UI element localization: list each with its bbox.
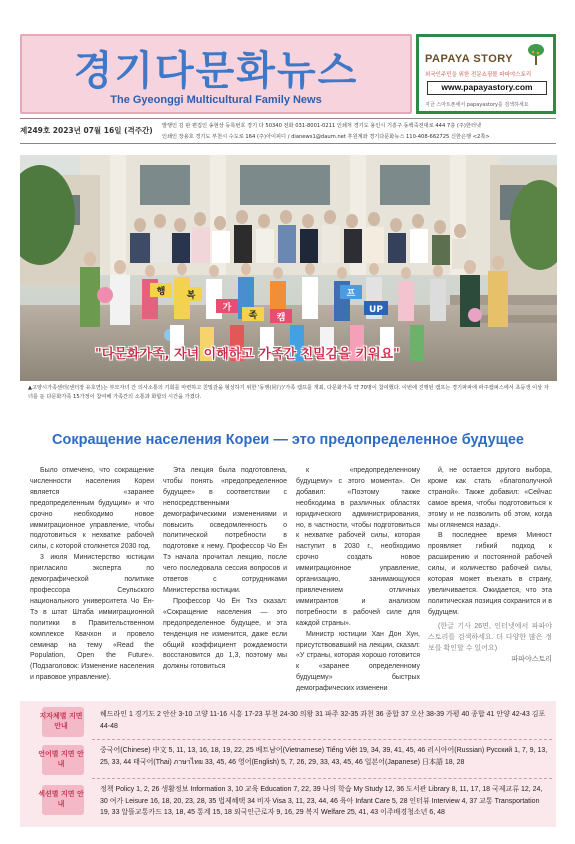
article-paragraph: Министр юстиции Хан Дон Хун, присутствовавший на лекции, сказал: «У страны, которая хорошо готовится к «заранее определенному будущему» быстрых демографических изменени bbox=[296, 630, 420, 693]
ad-note: 지금 스마트폰에서 papayastory를 검색하세요 bbox=[425, 102, 529, 108]
article-byline: 파파야스토리 bbox=[511, 656, 552, 664]
sign-letter: UP bbox=[369, 305, 383, 315]
article-headline: Сокращение населения Кореи — это предопределенное будущее bbox=[52, 432, 524, 448]
ad-tagline: 외국인주민을 위한 전문쇼핑몰 파파야스토리 bbox=[425, 72, 532, 78]
issue-info-bar bbox=[20, 118, 556, 144]
index-divider bbox=[92, 778, 552, 779]
ad-brand: PAPAYA STORY bbox=[425, 53, 514, 65]
article-paragraph: й, не остается другого выбора, кроме как стать «благополучной страной». Также добавил: «Сейчас самое время, чтобы подготовиться к этому и не позволить об этом, когда мы оглянемся назад». bbox=[428, 467, 552, 529]
language-index-label: 언어별 지면 안내 bbox=[38, 750, 84, 768]
title-box bbox=[20, 34, 412, 114]
photo-headline-banner: "다문화가족, 자녀 이해하고 가족간 친밀감을 키워요" bbox=[95, 347, 400, 362]
article-body bbox=[30, 466, 552, 696]
article-paragraph: к «предопределенному будущему» с этого момента». Он добавил: «Поэтому также необходима в различных областях юридического администрирования, но, в частности, чтобы подготовиться к нехватке рабочей силы, которая наступит в 2030 г., необходимо срочно создать новое иммиграционное управление, организацию, занимающуюся привлечением отличных иммигрантов и анализом потребности в рабочей силе для каждой страны». bbox=[296, 467, 420, 627]
article-paragraph: Было отмечено, что сокращение численности населения Кореи является «заранее предопределенным будущим» и что срочно необходимо новое иммиграционное управление, чтобы подготовиться к нехватке рабочей силы, с которой столкнется 2030 год. bbox=[30, 467, 154, 551]
issue-number: 제249호 2023년 07월 16일 (격주간) bbox=[20, 126, 153, 135]
masthead bbox=[20, 34, 556, 114]
korean-note: (한글 기사 26면, 인터넷에서 파파야스토리를 검색하세요. 더 다양한 많은 정보를 확인할 수 있어요) bbox=[428, 622, 552, 652]
language-index-text[interactable]: 중국어(Chinese) 中文 5, 11, 13, 16, 18, 19, 22, 25 베트남어(Vietnamese) Tiếng Việt 19, 34, 39, 41, 45, 46 러시아어(Russian) Русский 1, 7, 9, 13, 25, 33, 44 태국어(Thai) ภาษาไทย 33, 45, 46 영어(English) 5, 7, 26, 29, 33, 43, 45, 46 일본어(Japanese) 日本語 18, 28 bbox=[100, 747, 548, 766]
papaya-tree-icon bbox=[527, 43, 545, 65]
sign-letter: 행 bbox=[156, 287, 166, 297]
section-index-label: 섹션별 지면 안내 bbox=[38, 790, 84, 808]
article-paragraph: Профессор Чо Ён Тхэ сказал: «Сокращение населения — это предопределенное будущее, и эта тенденция не изменится, даже если общий коэффициент рождаемости восстановится до 1,3, поэтому мы должны готовиться bbox=[163, 597, 287, 671]
sign-letter: 가 bbox=[222, 303, 232, 313]
newspaper-subtitle: The Gyeonggi Multicultural Family News bbox=[110, 94, 322, 106]
section-index-text[interactable]: 정책 Policy 1, 2, 26 생활정보 Information 3, 10 교육 Education 7, 22, 39 나의 학습 My Study 12, 36 도서관 Library 8, 11, 17, 18 국제교류 12, 24, 30 여가 Leisure 16, 18, 20, 23, 28, 35 법제혜택 34 비자 Visa 3, 11, 23, 44, 46 육아 Infant Care 5, 28 인터뷰 Interview 4, 37 교통 Transportation 19, 33 알뜰교통카드 13, 18, 45 통계 15, 18 외국인근로자 9, 16, 29 복지 Welfare 25, 41, 43 이주배경청소년 6, 48 bbox=[100, 786, 543, 816]
sign-letter: 캠 bbox=[276, 313, 286, 323]
page-index bbox=[20, 701, 556, 827]
sign-letter: 프 bbox=[346, 289, 356, 299]
article-column-2 bbox=[163, 466, 287, 673]
publisher-line-2: 인쇄인 장용호 경기도 부천시 수도로 164 (주)아이피디 / dianews1@daum.net 후원계좌 경기다문화뉴스 110-408-662725 신한은행 <2쪽> bbox=[162, 134, 490, 140]
ad-url[interactable]: www.papayastory.com bbox=[427, 81, 547, 95]
sign-letter: 복 bbox=[186, 291, 196, 301]
newspaper-title: 경기다문화뉴스 bbox=[73, 48, 359, 94]
article-paragraph: В последнее время Минюст проявляет гибкий подход к расширению и постоянной рабочей силы, и количество рабочей силы, которая может въехать в страну, увеличивается. Ожидается, что эта политическая позиция сохранится и в будущем. bbox=[428, 532, 552, 616]
article-column-3 bbox=[296, 466, 420, 695]
photo-caption: ▲고양시가족센터(센터장 유호연)는 부모자녀 간 의사소통의 기회를 마련하고 친밀감을 형성하기 위한 '동행(同行)'가족 캠프를 개최, 다문화가족 약 70명이 참여했다. 이번에 진행된 캠프는 경기파파에 파주캠퍼스에서 초등생 이상 자녀를 둔 다문화가족 15가정이 참여해 가족간의 소통과 화합의 시간을 가졌다. bbox=[28, 385, 549, 400]
publisher-line-1: 발행인 김 판 편집인 송현상 등록번호 경기 다 50340 전화 031-8001-0211 인쇄처 경기도 용인시 기흥구 동백죽전대로 444 7층 (주)한터넷 bbox=[162, 123, 481, 129]
sign-letter: 족 bbox=[248, 311, 258, 321]
index-divider bbox=[92, 739, 552, 740]
article-column-1 bbox=[30, 466, 154, 684]
region-index-text[interactable]: 헤드라인 1 경기도 2 안산 3-10 고양 11-16 시흥 17-23 부천 24-30 의왕 31 파주 32-35 과천 36 종합 37 오산 38-39 가평 40 종합 41 안양 42-43 김포 44-48 bbox=[100, 711, 546, 730]
article-paragraph: 3 июля Министерство юстиции пригласило эксперта по демографической политике профессора Сеульского национального университета Чо Ён-Тэ в штат Штаба иммиграционной политики в Правительственном комплексе Квачхон и провело семинар на тему «Read the Population, Open the Future». (Подзаголовок: Изменение населения и правовое управление). bbox=[30, 554, 154, 682]
papaya-story-ad[interactable] bbox=[416, 34, 556, 114]
region-index-label: 지자체별 지면 안내 bbox=[39, 712, 83, 730]
article-paragraph: Эта лекция была подготовлена, чтобы понять «предопределенное будущее» в соответствии с непосредственными демографическими изменениями и повысить осведомленность о политической потребности в подготовке к нему. Профессор Чо Ён Тэ начала прочитал лекцию, после чего последовала сессия вопросов и ответов с сотрудниками Министерства юстиции. bbox=[163, 467, 287, 594]
article-column-4 bbox=[428, 466, 552, 666]
